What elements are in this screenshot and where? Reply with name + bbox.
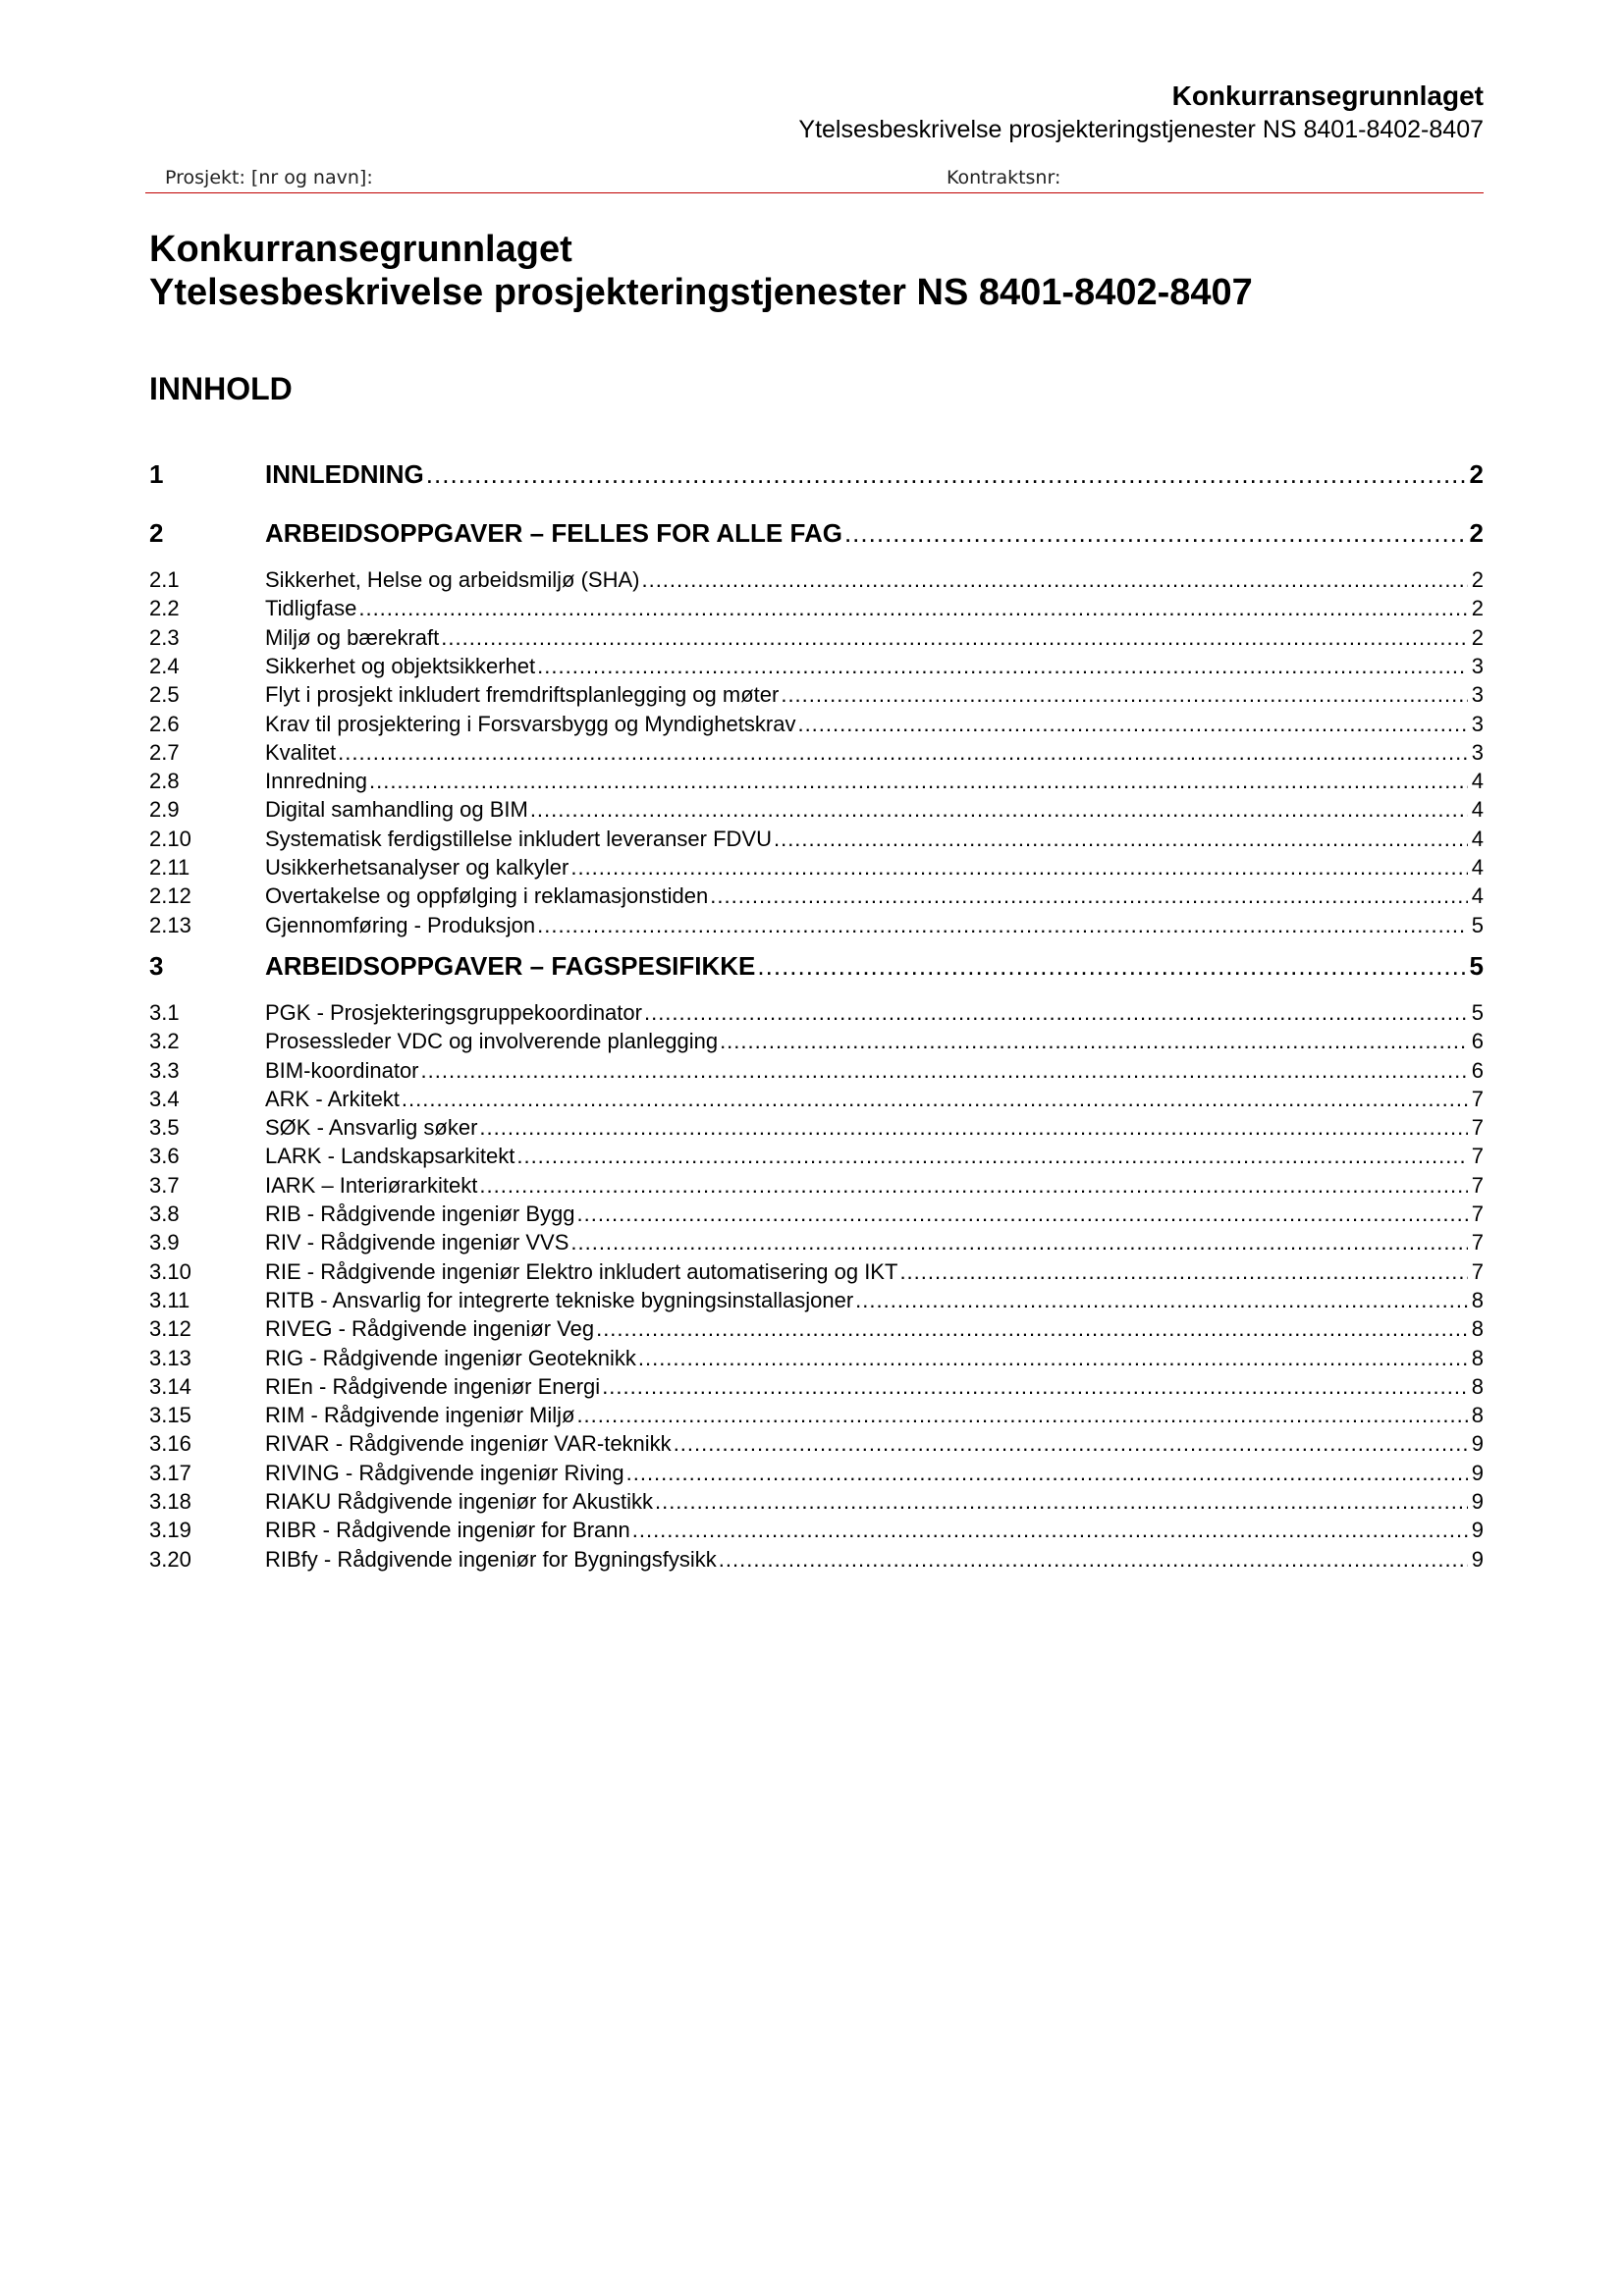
toc-dot-leader <box>570 853 1467 881</box>
toc-section-entry[interactable] <box>149 795 1484 824</box>
toc-section-entry[interactable] <box>149 1257 1484 1286</box>
toc-section-entry[interactable] <box>149 1027 1484 1055</box>
toc-dot-leader <box>797 710 1467 738</box>
toc-section-entry[interactable] <box>149 1429 1484 1458</box>
toc-entry-page: 7 <box>1471 1144 1484 1169</box>
toc-entry-page: 8 <box>1471 1373 1484 1399</box>
toc-entry-number: 3.3 <box>149 1057 180 1083</box>
toc-entry-title: RIVAR - Rådgivende ingeniør VAR-teknikk <box>265 1431 672 1457</box>
toc-dot-leader <box>638 1344 1468 1372</box>
toc-section-entry[interactable] <box>149 1314 1484 1343</box>
toc-entry-title: Digital samhandling og BIM <box>265 797 528 823</box>
toc-entry-number: 3.12 <box>149 1316 191 1342</box>
toc-dot-leader <box>757 949 1465 983</box>
toc-entry-page: 7 <box>1471 1115 1484 1141</box>
toc-entry-number: 3.7 <box>149 1172 180 1198</box>
toc-entry-title: Kvalitet <box>265 739 337 765</box>
toc-dot-leader <box>338 738 1468 767</box>
toc-entry-page: 5 <box>1471 999 1484 1025</box>
toc-entry-number: 3.5 <box>149 1115 180 1141</box>
header-subtitle: Ytelsesbeskrivelse prosjekteringstjenester NS 8401-8402-8407 <box>798 116 1484 143</box>
toc-section-entry[interactable] <box>149 853 1484 881</box>
toc-section-entry[interactable] <box>149 1142 1484 1170</box>
toc-section-entry[interactable] <box>149 1200 1484 1228</box>
toc-entry-title: ARBEIDSOPPGAVER – FELLES FOR ALLE FAG <box>265 518 842 548</box>
toc-entry-title: Sikkerhet og objektsikkerhet <box>265 653 536 678</box>
toc-entry-title: RIE - Rådgivende ingeniør Elektro inkludert automatisering og IKT <box>265 1258 898 1284</box>
toc-dot-leader <box>358 594 1467 622</box>
toc-dot-leader <box>719 1545 1468 1574</box>
toc-section-entry[interactable] <box>149 911 1484 939</box>
toc-entry-page: 9 <box>1471 1546 1484 1572</box>
toc-section-entry[interactable] <box>149 1401 1484 1429</box>
toc-entry-page: 2 <box>1471 567 1484 592</box>
toc-dot-leader <box>710 881 1468 910</box>
toc-section-entry[interactable] <box>149 1113 1484 1142</box>
toc-entry-page: 5 <box>1471 912 1484 937</box>
toc-entry-page: 9 <box>1471 1518 1484 1543</box>
contract-label: Kontraktsnr: <box>947 167 1061 188</box>
toc-entry-page: 4 <box>1471 797 1484 823</box>
toc-entry-number: 3.6 <box>149 1144 180 1169</box>
toc-entry-page: 2 <box>1469 518 1484 548</box>
toc-entry-page: 3 <box>1471 653 1484 678</box>
toc-entry-page: 7 <box>1471 1172 1484 1198</box>
toc-entry-title: BIM-koordinator <box>265 1057 419 1083</box>
toc-entry-page: 2 <box>1471 624 1484 650</box>
toc-entry-title: ARK - Arkitekt <box>265 1086 400 1111</box>
toc-section-entry[interactable] <box>149 1545 1484 1574</box>
toc-dot-leader <box>720 1027 1468 1055</box>
toc-entry-number: 3.15 <box>149 1403 191 1428</box>
toc-entry-number: 2.5 <box>149 682 180 708</box>
toc-entry-number: 2.8 <box>149 769 180 794</box>
toc-dot-leader <box>577 1200 1468 1228</box>
toc-entry-number: 2.13 <box>149 912 191 937</box>
toc-dot-leader <box>781 680 1467 709</box>
toc-entry-title: Systematisk ferdigstillelse inkludert leveranser FDVU <box>265 826 772 851</box>
toc-dot-leader <box>426 457 1466 491</box>
toc-entry-number: 3.4 <box>149 1086 180 1111</box>
toc-entry-title: Innredning <box>265 769 367 794</box>
toc-entry-title: Tidligfase <box>265 596 357 621</box>
toc-section-entry[interactable] <box>149 1085 1484 1113</box>
toc-entry-title: LARK - Landskapsarkitekt <box>265 1144 515 1169</box>
toc-entry-title: Overtakelse og oppfølging i reklamasjonstiden <box>265 883 709 909</box>
toc-section-entry[interactable] <box>149 1459 1484 1487</box>
toc-entry-page: 8 <box>1471 1345 1484 1370</box>
toc-section-entry[interactable] <box>149 623 1484 652</box>
toc-entry-page: 3 <box>1471 682 1484 708</box>
toc-entry-number: 2.3 <box>149 624 180 650</box>
header-title: Konkurransegrunnlaget <box>1171 80 1484 111</box>
toc-section-entry[interactable] <box>149 594 1484 622</box>
toc-entry-number: 3.17 <box>149 1460 191 1485</box>
toc-entry-title: RITB - Ansvarlig for integrerte tekniske bygningsinstallasjoner <box>265 1287 854 1312</box>
toc-entry-page: 7 <box>1471 1258 1484 1284</box>
toc-entry-page: 7 <box>1471 1086 1484 1111</box>
toc-entry-title: Gjennomføring - Produksjon <box>265 912 536 937</box>
toc-dot-leader <box>537 911 1468 939</box>
toc-dot-leader <box>402 1085 1468 1113</box>
toc-dot-leader <box>632 1516 1468 1544</box>
toc-entry-title: Sikkerhet, Helse og arbeidsmiljø (SHA) <box>265 567 640 592</box>
document-title-line-2: Ytelsesbeskrivelse prosjekteringstjenester NS 8401-8402-8407 <box>149 272 1253 313</box>
toc-entry-title: ARBEIDSOPPGAVER – FAGSPESIFIKKE <box>265 950 756 981</box>
toc-section-entry[interactable] <box>149 1228 1484 1256</box>
toc-entry-number: 2.9 <box>149 797 180 823</box>
toc-entry-title: RIVEG - Rådgivende ingeniør Veg <box>265 1316 595 1342</box>
toc-entry-number: 2.2 <box>149 596 180 621</box>
toc-entry-number: 3.8 <box>149 1201 180 1226</box>
toc-entry-page: 6 <box>1471 1029 1484 1054</box>
toc-entry-page: 4 <box>1471 883 1484 909</box>
toc-entry-number: 3.18 <box>149 1489 191 1514</box>
toc-section-entry[interactable] <box>149 710 1484 738</box>
toc-chapter-entry[interactable] <box>149 516 1484 550</box>
toc-dot-leader <box>626 1459 1468 1487</box>
toc-entry-number: 3.20 <box>149 1546 191 1572</box>
toc-dot-leader <box>516 1142 1467 1170</box>
project-info-line <box>145 167 1484 193</box>
toc-section-entry[interactable] <box>149 998 1484 1027</box>
toc-dot-leader <box>855 1286 1468 1314</box>
toc-section-entry[interactable] <box>149 767 1484 795</box>
toc-section-entry[interactable] <box>149 1487 1484 1516</box>
toc-dot-leader <box>479 1171 1467 1200</box>
toc-entry-number: 1 <box>149 459 164 489</box>
toc-entry-number: 2.1 <box>149 567 180 592</box>
toc-entry-title: RIEn - Rådgivende ingeniør Energi <box>265 1373 601 1399</box>
toc-entry-number: 3.9 <box>149 1230 180 1255</box>
toc-entry-title: Miljø og bærekraft <box>265 624 440 650</box>
toc-entry-page: 8 <box>1471 1316 1484 1342</box>
toc-entry-page: 9 <box>1471 1460 1484 1485</box>
toc-entry-page: 9 <box>1471 1489 1484 1514</box>
toc-section-entry[interactable] <box>149 825 1484 853</box>
toc-entry-title: INNLEDNING <box>265 459 424 489</box>
toc-dot-leader <box>421 1056 1468 1085</box>
toc-entry-title: SØK - Ansvarlig søker <box>265 1115 478 1141</box>
toc-dot-leader <box>644 998 1468 1027</box>
toc-entry-number: 2.4 <box>149 653 180 678</box>
toc-entry-title: RIM - Rådgivende ingeniør Miljø <box>265 1403 575 1428</box>
toc-entry-number: 3.11 <box>149 1287 190 1312</box>
toc-dot-leader <box>530 795 1468 824</box>
toc-dot-leader <box>576 1401 1467 1429</box>
toc-entry-page: 4 <box>1471 769 1484 794</box>
toc-entry-title: RIVING - Rådgivende ingeniør Riving <box>265 1460 624 1485</box>
toc-section-entry[interactable] <box>149 738 1484 767</box>
toc-dot-leader <box>441 623 1467 652</box>
document-title <box>149 228 1253 314</box>
toc-section-entry[interactable] <box>149 1056 1484 1085</box>
toc-entry-title: RIAKU Rådgivende ingeniør for Akustikk <box>265 1489 653 1514</box>
toc-entry-page: 7 <box>1471 1201 1484 1226</box>
toc-section-entry[interactable] <box>149 1286 1484 1314</box>
toc-entry-number: 2.10 <box>149 826 191 851</box>
toc-dot-leader <box>479 1113 1467 1142</box>
toc-entry-title: Krav til prosjektering i Forsvarsbygg og Myndighetskrav <box>265 711 796 736</box>
toc-entry-number: 2.12 <box>149 883 191 909</box>
toc-entry-page: 7 <box>1471 1230 1484 1255</box>
toc-section-entry[interactable] <box>149 1171 1484 1200</box>
toc-dot-leader <box>899 1257 1467 1286</box>
toc-entry-page: 4 <box>1471 855 1484 880</box>
toc-entry-title: Usikkerhetsanalyser og kalkyler <box>265 855 569 880</box>
toc-dot-leader <box>774 825 1468 853</box>
toc-dot-leader <box>602 1372 1468 1401</box>
toc-dot-leader <box>570 1228 1467 1256</box>
toc-section-entry[interactable] <box>149 652 1484 680</box>
toc-entry-page: 3 <box>1471 739 1484 765</box>
toc-entry-page: 6 <box>1471 1057 1484 1083</box>
toc-section-entry[interactable] <box>149 1344 1484 1372</box>
page-header <box>147 79 1484 145</box>
toc-entry-title: RIBfy - Rådgivende ingeniør for Bygningsfysikk <box>265 1546 717 1572</box>
document-title-line-1: Konkurransegrunnlaget <box>149 229 572 270</box>
toc-entry-number: 3.14 <box>149 1373 191 1399</box>
toc-entry-page: 8 <box>1471 1287 1484 1312</box>
toc-entry-title: RIBR - Rådgivende ingeniør for Brann <box>265 1518 630 1543</box>
toc-entry-number: 3.2 <box>149 1029 180 1054</box>
toc-dot-leader <box>369 767 1468 795</box>
toc-entry-number: 3 <box>149 950 164 981</box>
toc-entry-page: 8 <box>1471 1403 1484 1428</box>
toc-entry-number: 3.1 <box>149 999 180 1025</box>
toc-entry-title: IARK – Interiørarkitekt <box>265 1172 478 1198</box>
toc-entry-number: 3.10 <box>149 1258 191 1284</box>
toc-dot-leader <box>674 1429 1468 1458</box>
toc-entry-number: 3.19 <box>149 1518 191 1543</box>
toc-dot-leader <box>655 1487 1468 1516</box>
toc-heading: INNHOLD <box>149 371 293 406</box>
toc-entry-number: 2.6 <box>149 711 180 736</box>
toc-section-entry[interactable] <box>149 565 1484 594</box>
toc-entry-title: RIB - Rådgivende ingeniør Bygg <box>265 1201 575 1226</box>
toc-section-entry[interactable] <box>149 680 1484 709</box>
project-label: Prosjekt: [nr og navn]: <box>165 167 373 188</box>
toc-entry-page: 3 <box>1471 711 1484 736</box>
toc-entry-page: 5 <box>1469 950 1484 981</box>
toc-dot-leader <box>641 565 1467 594</box>
toc-entry-title: PGK - Prosjekteringsgruppekoordinator <box>265 999 642 1025</box>
toc-section-entry[interactable] <box>149 1516 1484 1544</box>
toc-entry-page: 2 <box>1469 459 1484 489</box>
toc-entry-title: RIG - Rådgivende ingeniør Geoteknikk <box>265 1345 636 1370</box>
toc-entry-page: 2 <box>1471 596 1484 621</box>
toc-section-entry[interactable] <box>149 1372 1484 1401</box>
toc-entry-title: Prosessleder VDC og involverende planlegging <box>265 1029 719 1054</box>
toc-entry-number: 3.13 <box>149 1345 191 1370</box>
toc-chapter-entry[interactable] <box>149 457 1484 491</box>
toc-entry-number: 2 <box>149 518 164 548</box>
toc-entry-page: 9 <box>1471 1431 1484 1457</box>
toc-entry-page: 4 <box>1471 826 1484 851</box>
toc-dot-leader <box>844 516 1466 550</box>
toc-entry-title: Flyt i prosjekt inkludert fremdriftsplanlegging og møter <box>265 682 780 708</box>
toc-chapter-entry[interactable] <box>149 949 1484 983</box>
toc-entry-title: RIV - Rådgivende ingeniør VVS <box>265 1230 569 1255</box>
toc-dot-leader <box>537 652 1468 680</box>
toc-entry-number: 2.11 <box>149 855 190 880</box>
toc-section-entry[interactable] <box>149 881 1484 910</box>
toc-entry-number: 2.7 <box>149 739 180 765</box>
toc-dot-leader <box>596 1314 1468 1343</box>
toc-entry-number: 3.16 <box>149 1431 191 1457</box>
